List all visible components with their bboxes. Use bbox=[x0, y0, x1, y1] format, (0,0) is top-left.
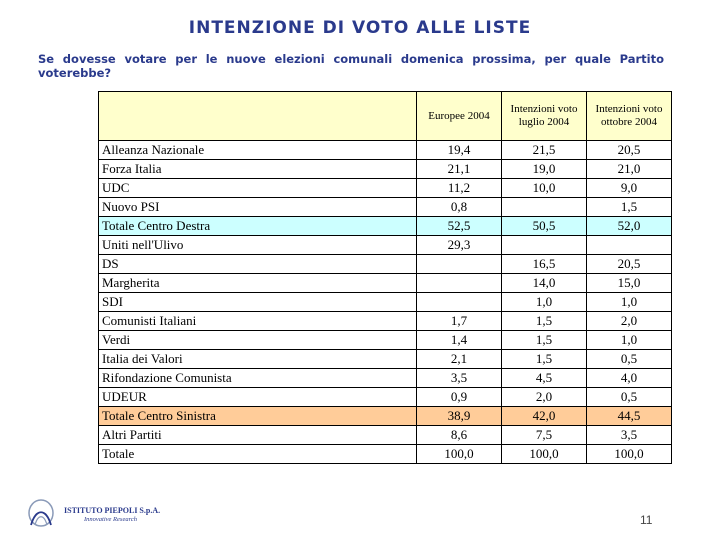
page-title: INTENZIONE DI VOTO ALLE LISTE bbox=[188, 18, 532, 38]
header-europee-2004: Europee 2004 bbox=[417, 92, 502, 141]
value-cell: 1,7 bbox=[417, 312, 502, 331]
value-cell: 11,2 bbox=[417, 179, 502, 198]
table-row bbox=[99, 198, 672, 217]
piepoli-logo-icon bbox=[26, 498, 60, 528]
value-cell bbox=[587, 236, 672, 255]
table-row bbox=[99, 426, 672, 445]
header-ottobre-2004: Intenzioni voto ottobre 2004 bbox=[587, 92, 672, 141]
value-cell: 0,9 bbox=[417, 388, 502, 407]
table-row bbox=[99, 179, 672, 198]
value-cell: 7,5 bbox=[502, 426, 587, 445]
row-label: Totale Centro Destra bbox=[99, 217, 417, 236]
logo-tagline: Innovative Research bbox=[84, 516, 137, 523]
value-cell: 0,5 bbox=[587, 388, 672, 407]
row-label: SDI bbox=[99, 293, 417, 312]
value-cell: 3,5 bbox=[417, 369, 502, 388]
value-cell: 1,4 bbox=[417, 331, 502, 350]
table-row bbox=[99, 350, 672, 369]
value-cell bbox=[417, 274, 502, 293]
value-cell: 38,9 bbox=[417, 407, 502, 426]
table-row bbox=[99, 312, 672, 331]
value-cell: 15,0 bbox=[587, 274, 672, 293]
value-cell: 100,0 bbox=[587, 445, 672, 464]
table-row bbox=[99, 217, 672, 236]
value-cell: 21,5 bbox=[502, 141, 587, 160]
value-cell: 52,5 bbox=[417, 217, 502, 236]
row-label: Forza Italia bbox=[99, 160, 417, 179]
row-label: Uniti nell'Ulivo bbox=[99, 236, 417, 255]
value-cell: 3,5 bbox=[587, 426, 672, 445]
survey-question: Se dovesse votare per le nuove elezioni comunali domenica prossima, per quale Partito voterebbe? bbox=[38, 52, 664, 80]
value-cell: 1,0 bbox=[502, 293, 587, 312]
value-cell: 1,5 bbox=[502, 331, 587, 350]
value-cell: 100,0 bbox=[502, 445, 587, 464]
table-row bbox=[99, 331, 672, 350]
value-cell: 2,0 bbox=[502, 388, 587, 407]
table-row bbox=[99, 255, 672, 274]
row-label: Totale Centro Sinistra bbox=[99, 407, 417, 426]
row-label: Margherita bbox=[99, 274, 417, 293]
logo-company-name: ISTITUTO PIEPOLI S.p.A. bbox=[64, 506, 161, 515]
value-cell: 1,0 bbox=[587, 331, 672, 350]
header-luglio-2004: Intenzioni voto luglio 2004 bbox=[502, 92, 587, 141]
table-row bbox=[99, 388, 672, 407]
row-label: Nuovo PSI bbox=[99, 198, 417, 217]
value-cell: 9,0 bbox=[587, 179, 672, 198]
value-cell: 19,4 bbox=[417, 141, 502, 160]
value-cell: 16,5 bbox=[502, 255, 587, 274]
table-row bbox=[99, 236, 672, 255]
value-cell: 29,3 bbox=[417, 236, 502, 255]
row-label: Rifondazione Comunista bbox=[99, 369, 417, 388]
row-label: Verdi bbox=[99, 331, 417, 350]
vote-intention-table bbox=[98, 91, 672, 464]
table-row bbox=[99, 407, 672, 426]
value-cell: 44,5 bbox=[587, 407, 672, 426]
value-cell: 21,1 bbox=[417, 160, 502, 179]
value-cell: 20,5 bbox=[587, 141, 672, 160]
value-cell: 0,5 bbox=[587, 350, 672, 369]
value-cell: 4,5 bbox=[502, 369, 587, 388]
value-cell: 2,0 bbox=[587, 312, 672, 331]
value-cell: 1,0 bbox=[587, 293, 672, 312]
table-row bbox=[99, 141, 672, 160]
value-cell: 10,0 bbox=[502, 179, 587, 198]
row-label: Altri Partiti bbox=[99, 426, 417, 445]
value-cell: 4,0 bbox=[587, 369, 672, 388]
value-cell: 21,0 bbox=[587, 160, 672, 179]
row-label: Alleanza Nazionale bbox=[99, 141, 417, 160]
table-row bbox=[99, 369, 672, 388]
row-label: UDC bbox=[99, 179, 417, 198]
table-row bbox=[99, 274, 672, 293]
value-cell bbox=[417, 293, 502, 312]
company-logo bbox=[26, 498, 196, 528]
row-label: Comunisti Italiani bbox=[99, 312, 417, 331]
row-label: Totale bbox=[99, 445, 417, 464]
value-cell: 42,0 bbox=[502, 407, 587, 426]
header-cell-empty bbox=[99, 92, 417, 141]
value-cell bbox=[502, 198, 587, 217]
row-label: Italia dei Valori bbox=[99, 350, 417, 369]
row-label: DS bbox=[99, 255, 417, 274]
value-cell: 1,5 bbox=[502, 350, 587, 369]
table-header-row bbox=[99, 92, 672, 141]
table-row bbox=[99, 293, 672, 312]
value-cell: 0,8 bbox=[417, 198, 502, 217]
value-cell: 100,0 bbox=[417, 445, 502, 464]
page-number: 11 bbox=[640, 513, 653, 527]
value-cell: 52,0 bbox=[587, 217, 672, 236]
table-row bbox=[99, 445, 672, 464]
value-cell: 8,6 bbox=[417, 426, 502, 445]
value-cell: 2,1 bbox=[417, 350, 502, 369]
value-cell: 14,0 bbox=[502, 274, 587, 293]
row-label: UDEUR bbox=[99, 388, 417, 407]
value-cell: 1,5 bbox=[502, 312, 587, 331]
value-cell: 20,5 bbox=[587, 255, 672, 274]
value-cell: 1,5 bbox=[587, 198, 672, 217]
value-cell bbox=[502, 236, 587, 255]
value-cell: 19,0 bbox=[502, 160, 587, 179]
value-cell: 50,5 bbox=[502, 217, 587, 236]
table-row bbox=[99, 160, 672, 179]
value-cell bbox=[417, 255, 502, 274]
